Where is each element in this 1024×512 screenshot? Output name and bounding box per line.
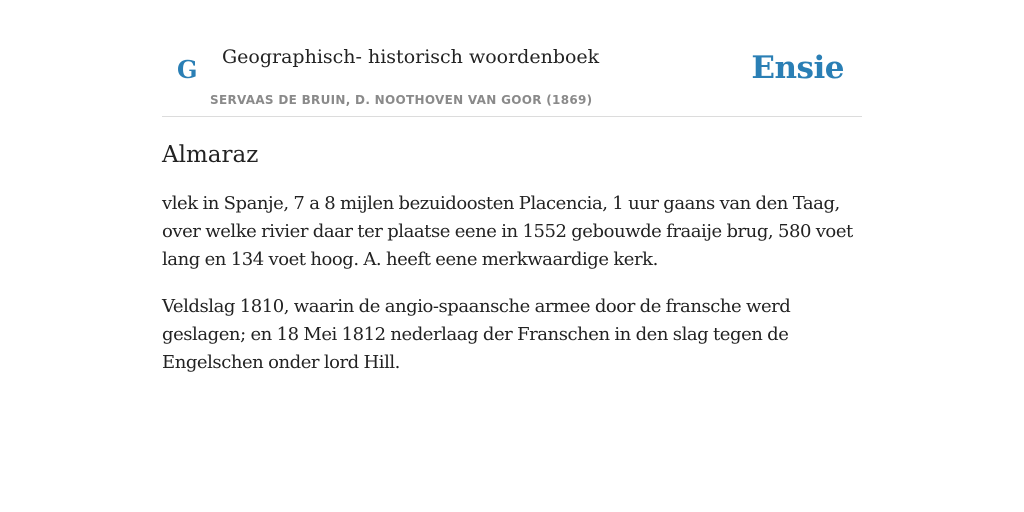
article [162,138,862,396]
entry-paragraph-2: Veldslag 1810, waarin de angio-spaansche armee door de fransche werd geslagen; en 18 Mei 1812 nederlaag der Franschen in den slag tegen de Engelschen onder lord Hill. [162,296,791,373]
book-authors: SERVAAS DE BRUIN, D. NOOTHOVEN VAN GOOR (1869) [210,93,593,107]
ensie-logo-link[interactable]: Ensie [751,50,844,86]
entry-title: Almaraz [162,142,259,168]
entry-paragraph-1: vlek in Spanje, 7 a 8 mijlen bezuidoosten Placencia, 1 uur gaans van den Taag, over welke rivier daar ter plaatse eene in 1552 gebouwde fraaije brug, 580 voet lang en 134 voet hoog. A. heeft eene merkwaardige kerk. [162,193,853,270]
book-logo-link[interactable]: G [177,55,198,84]
book-header [162,40,862,117]
book-title-link[interactable]: Geographisch- historisch woordenboek [222,46,600,68]
